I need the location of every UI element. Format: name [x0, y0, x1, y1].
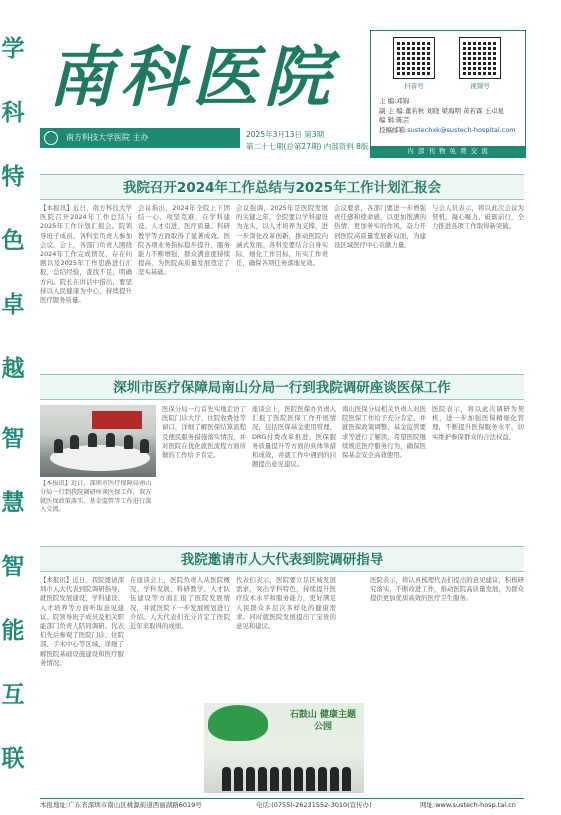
- slogan-char: 慧: [1, 489, 25, 516]
- editorial-info-box: [370, 30, 526, 158]
- article-body: [40, 405, 524, 540]
- hospital-emblem-icon: [44, 131, 58, 145]
- issue-date: 2025年3月13日 第3期: [246, 130, 325, 139]
- article-column: 医院表示，将认真梳理代表们提出的意见建议，积极研究落实，不断改进工作，推动医院高质量发展，为群众提供更加优质高效的医疗卫生服务。: [370, 576, 524, 603]
- article-column: 医保分局一行首先实地走访了医院门诊大厅、住院收费处等窗口，详细了解医保结算流程及便民服务措施落实情况，并对医院在优化就医流程方面所做的工作给予肯定。: [162, 405, 246, 460]
- footer-website[interactable]: 网址:www.sustech-hosp.tal.cn: [420, 801, 516, 809]
- tree-graphic: [208, 705, 268, 741]
- newspaper-logo: 南科医院: [48, 38, 336, 116]
- publisher-text: 南方科技大学医院 主办: [66, 133, 149, 142]
- slogan-char: 联: [1, 745, 25, 772]
- article-column: 在座谈会上，医院负责人从医院概况、学科发展、科研教学、人才队伍建设等方面汇报了医院发展情况，并就医院下一步发展规划进行介绍。人大代表们充分肯定了医院近年来取得的成绩。: [130, 576, 230, 631]
- staff-line: 编 辑:陈芸: [379, 116, 410, 124]
- article-headline[interactable]: 我院邀请市人大代表到院调研指导: [40, 546, 524, 572]
- article-column: 南山医保分局相关负责人对医院医保工作给予充分肯定，并就医保政策调整、基金监管要求等进行了解读，希望医院继续规范医疗服务行为，确保医保基金安全高效使用。: [342, 405, 426, 460]
- slogan-char: 学: [1, 35, 25, 62]
- footer-address: 本报地址:广东省深圳市南山区桃源街道西丽湖路6019号: [40, 801, 202, 809]
- qr-code-icon[interactable]: [393, 37, 435, 79]
- article-column: 【本报讯】近日，我院邀请深圳市人大代表到院调研指导，就医院发展建设、学科建设、人才培养等方面听取意见建议。院领导班子成员及相关职能部门负责人陪同调研。代表们先后参观了医院门诊、住院部、手术中心等区域，详细了解医院基础设施建设和医疗服务情况。: [40, 576, 124, 667]
- vertical-slogan: [0, 36, 26, 796]
- article-column: 座谈会上，医院医保办负责人汇报了医院医保工作开展情况，包括医保基金使用管理、DRG付费改革推进、医保服务质量提升等方面的具体举措和成效，并就工作中遇到的问题提出意见建议。: [252, 405, 336, 469]
- group-photo: [204, 703, 364, 793]
- email-link[interactable]: sustechxk@sustech-hospital.com: [407, 125, 516, 134]
- internal-publication-bar: 内 部 刊 物 免 费 交 流: [371, 146, 525, 157]
- article-column: 会议指出，2024年全院上下团结一心、攻坚克难，在学科建设、人才引进、医疗质量、科研教学等方面取得了显著成效。医院各项业务指标稳步提升，服务能力不断增强，群众满意度持续提高，为医院高质量发展奠定了坚实基础。: [138, 204, 230, 277]
- masthead: [40, 28, 369, 168]
- article-body: [40, 204, 524, 354]
- slogan-char: 能: [1, 617, 25, 644]
- slogan-char: 科: [1, 99, 25, 126]
- issue-info: [246, 129, 371, 153]
- staff-line: 主 编:邓锦: [379, 97, 410, 105]
- slogan-char: 越: [1, 355, 25, 382]
- email-label: 投稿邮箱:: [379, 125, 408, 134]
- article-headline[interactable]: 我院召开2024年工作总结与2025年工作计划汇报会: [40, 174, 524, 200]
- article-column: 代表们表示，医院要立足区域发展需求，突出学科特色，持续提升医疗技术水平和服务能力，更好满足人民群众多层次多样化的健康需求。同时就医院发展提出了宝贵的意见和建议。: [236, 576, 336, 631]
- park-sign-text: 石鼓山 健康主题公园: [289, 710, 357, 732]
- slogan-char: 色: [1, 227, 25, 254]
- slogan-char: 智: [1, 553, 25, 580]
- article-column: 与会人员表示，将以此次会议为契机，凝心聚力、砥砺前行，全力推进各项工作取得新突破。: [432, 204, 524, 231]
- article-headline[interactable]: 深圳市医疗保障局南山分局一行到我院调研座谈医保工作: [40, 374, 524, 400]
- slogan-char: 特: [1, 163, 25, 190]
- article-column: 会议强调，2025年是医院发展的关键之年，全院要以学科建设为龙头，以人才培养为支撑，进一步深化改革创新，推动医院内涵式发展。各科室要结合自身实际，细化工作目标，压实工作责任，确保各项任务落地见效。: [236, 204, 328, 268]
- publisher-bar: [40, 128, 240, 148]
- slogan-char: 互: [1, 681, 25, 708]
- qr-label: 抖音号: [404, 82, 424, 90]
- group-people: [218, 759, 358, 791]
- email-line: [379, 126, 525, 136]
- article-column: 医院表示，将以此次调研为契机，进一步加强医保精细化管理，不断提升医保服务水平，切实维护参保群众的合法权益。: [432, 405, 524, 441]
- footer-phone: 电话:(0755)-26231552-3010(宣传办): [256, 801, 372, 809]
- footer: [40, 798, 524, 810]
- qr-label: 视频号: [470, 82, 490, 90]
- staff-line: 副 主 编:董若秋 刘晓 梁海明 黄若霖 王卓星: [379, 106, 505, 115]
- article-column: 会议要求，各部门要进一步增强责任感和使命感，以更加饱满的热情、更加务实的作风，奋力开创医院高质量发展新局面，为建设区域医疗中心贡献力量。: [334, 204, 426, 249]
- photo-caption: 【本报讯】近日，深圳市医疗保障局南山分局一行到我院调研座谈医保工作，双方就医保政策落实、基金监管等工作进行深入交流。: [40, 480, 152, 514]
- qr-code-icon[interactable]: [459, 37, 501, 79]
- issue-number: 第二十七期(总第27期) 内部资料 8版: [246, 142, 369, 151]
- editorial-staff: [379, 97, 525, 135]
- slogan-char: 卓: [1, 291, 25, 318]
- article-column: 【本报讯】近日，南方科技大学医院召开2024年工作总结与2025年工作计划汇报会。院领导班子成员、各科室负责人参加会议。会上，各部门负责人围绕2024年工作完成情况、存在问题以及2025年工作思路进行汇报，总结经验，查找不足，明确方向。院长在讲话中指出，要坚持以人民健康为中心，持续提升医疗服务质量。: [40, 204, 132, 305]
- slogan-char: 智: [1, 425, 25, 452]
